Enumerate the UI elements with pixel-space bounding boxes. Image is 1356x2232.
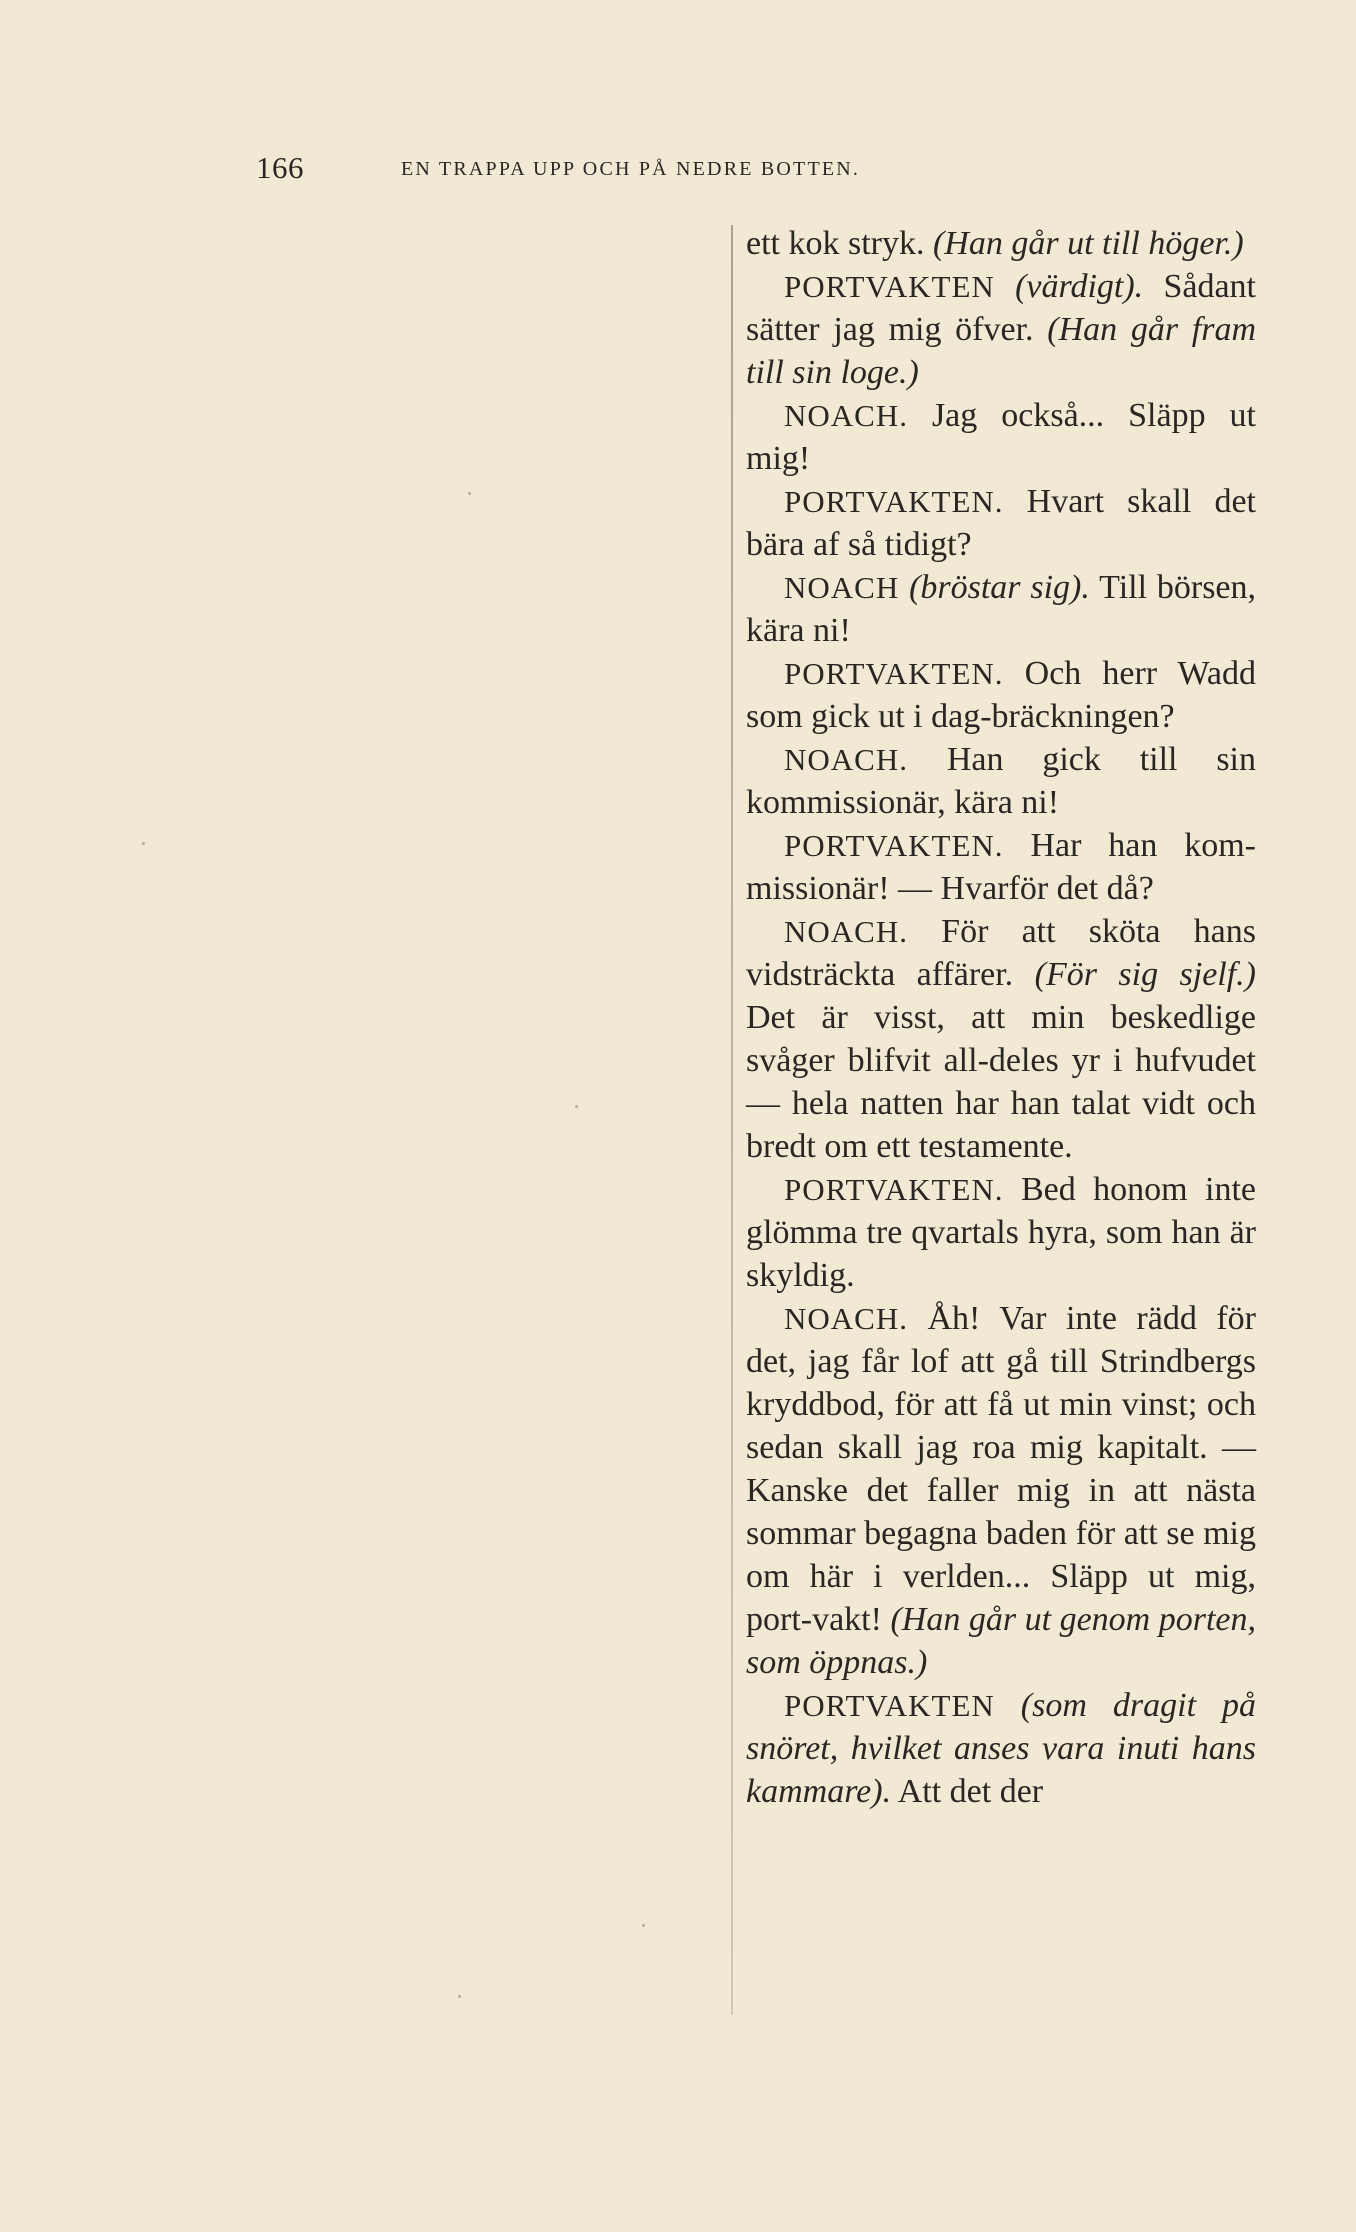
paragraph bbox=[746, 480, 1256, 566]
paper-speck bbox=[575, 1105, 578, 1108]
dialogue-text: Har han kom-missionär! — Hvarför det då? bbox=[746, 827, 1257, 907]
dialogue-text: För att sköta hans vidsträckta affärer. bbox=[746, 913, 1257, 993]
paper-speck bbox=[468, 492, 471, 495]
page-header bbox=[256, 150, 1076, 190]
continuation-text: ett kok stryk. bbox=[746, 225, 933, 262]
paper-speck bbox=[642, 1924, 645, 1927]
paragraph bbox=[746, 265, 1256, 394]
dialogue-text: Till börsen, kära ni! bbox=[746, 569, 1257, 649]
paragraph bbox=[746, 222, 1256, 265]
stage-direction: (värdigt). bbox=[1015, 268, 1144, 305]
paragraph bbox=[746, 566, 1256, 652]
speaker-name: NOACH. bbox=[784, 1301, 908, 1336]
page-number: 166 bbox=[256, 150, 304, 185]
dialogue-text: Han gick till sin kommissionär, kära ni! bbox=[746, 741, 1256, 821]
speaker-name: PORTVAKTEN. bbox=[784, 1172, 1004, 1207]
dialogue-text: Att det der bbox=[897, 1773, 1044, 1810]
paragraph bbox=[746, 824, 1256, 910]
dialogue-text: Sådant sätter jag mig öfver. bbox=[746, 268, 1256, 348]
stage-direction: (Han går fram till sin loge.) bbox=[746, 311, 1257, 391]
stage-direction: (Han går ut genom porten, som öppnas.) bbox=[746, 1601, 1256, 1681]
speaker-name: PORTVAKTEN bbox=[784, 269, 995, 304]
dialogue-text: Jag också... Släpp ut mig! bbox=[746, 397, 1256, 477]
paragraph bbox=[746, 738, 1256, 824]
dialogue-text: Åh! Var inte rädd för det, jag får lof att gå till Strindbergs kryddbod, för att få ut min vinst; och sedan skall jag roa mig kapitalt. — Kanske det faller mig in att nästa sommar begagna baden för att se mig om här i verlden... Släpp ut mig, port-vakt! bbox=[746, 1300, 1256, 1638]
stage-direction: (För sig sjelf.) bbox=[1034, 956, 1257, 993]
paragraph bbox=[746, 652, 1256, 738]
paragraph bbox=[746, 1168, 1256, 1297]
stage-direction: (bröstar sig). bbox=[909, 569, 1090, 606]
dialogue-text: Bed honom inte glömma tre qvartals hyra, som han är skyldig. bbox=[746, 1171, 1257, 1294]
column-rule bbox=[731, 225, 733, 2015]
paragraph bbox=[746, 910, 1256, 1168]
speaker-name: PORTVAKTEN. bbox=[784, 828, 1004, 863]
speaker-name: PORTVAKTEN. bbox=[784, 656, 1004, 691]
dialogue-text: Hvart skall det bära af så tidigt? bbox=[746, 483, 1256, 563]
paper-speck bbox=[458, 1995, 461, 1998]
dialogue-text: Det är visst, att min beskedlige svåger blifvit all-deles yr i hufvudet — hela natten har han talat vidt och bredt om ett testamente. bbox=[746, 999, 1256, 1165]
speaker-name: PORTVAKTEN. bbox=[784, 484, 1004, 519]
running-title: EN TRAPPA UPP OCH PÅ NEDRE BOTTEN. bbox=[401, 158, 861, 180]
paper-speck bbox=[142, 842, 145, 845]
speaker-name: NOACH. bbox=[784, 742, 908, 777]
dialogue-text: Och herr Wadd som gick ut i dag-bräckningen? bbox=[746, 655, 1257, 735]
speaker-name: NOACH. bbox=[784, 398, 908, 433]
stage-direction: (Han går ut till höger.) bbox=[932, 225, 1244, 262]
speaker-name: NOACH bbox=[784, 570, 900, 605]
stage-direction: (som dragit på snöret, hvilket anses vara inuti hans kammare). bbox=[746, 1687, 1256, 1810]
speaker-name: NOACH. bbox=[784, 914, 908, 949]
speaker-name: PORTVAKTEN bbox=[784, 1688, 995, 1723]
paragraph bbox=[746, 1684, 1256, 1813]
paragraph bbox=[746, 1297, 1256, 1684]
text-column bbox=[746, 222, 1256, 1813]
paragraph bbox=[746, 394, 1256, 480]
